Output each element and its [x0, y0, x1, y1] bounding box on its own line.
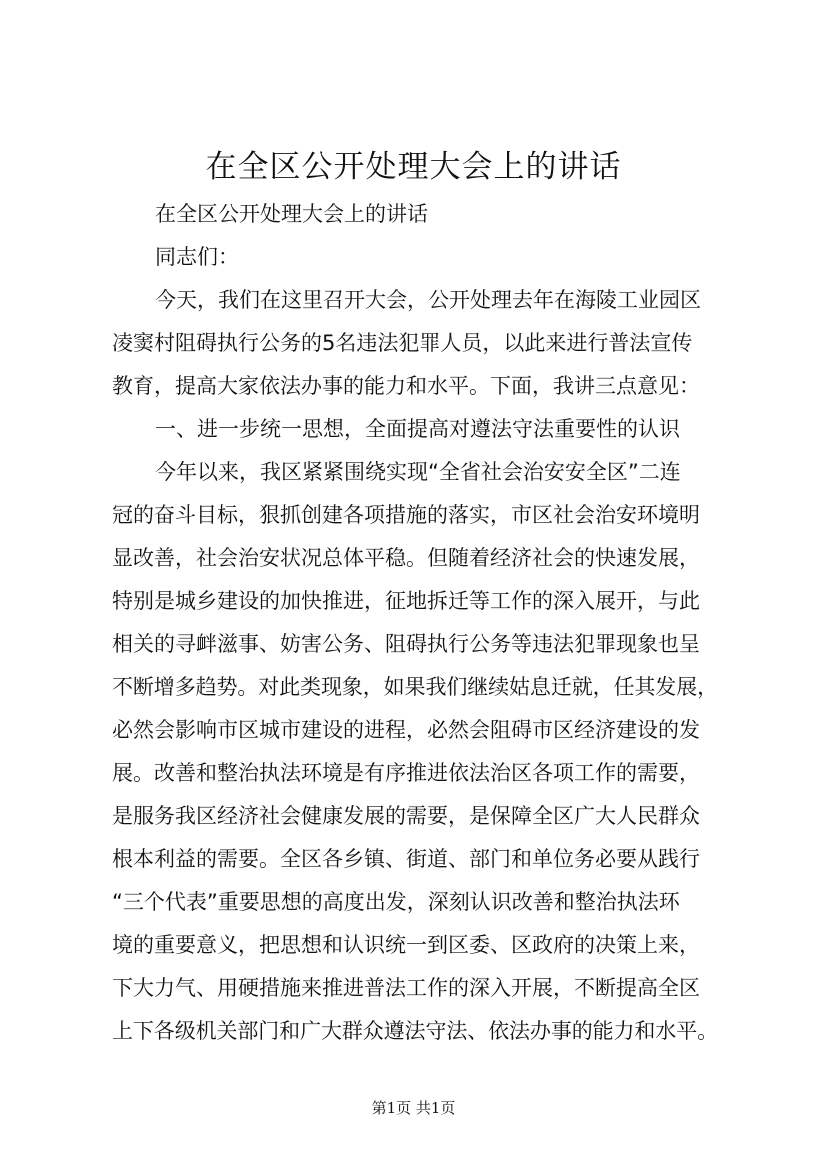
- paragraph-line: 展。改善和整治执法环境是有序推进依法治区各项工作的需要，: [112, 761, 700, 785]
- paragraph-line: 特别是城乡建设的加快推进，征地拆迁等工作的深入展开，与此: [112, 589, 700, 613]
- paragraph-line: 凌窦村阻碍执行公务的5名违法犯罪人员，以此来进行普法宣传: [112, 331, 693, 355]
- section-heading: 一、进一步统一思想，全面提高对遵法守法重要性的认识: [155, 417, 680, 441]
- paragraph-line: 是服务我区经济社会健康发展的需要，是保障全区广大人民群众: [112, 804, 700, 828]
- paragraph-line: 教育，提高大家依法办事的能力和水平。下面，我讲三点意见：: [112, 374, 700, 398]
- paragraph-line: 冠的奋斗目标，狠抓创建各项措施的落实，市区社会治安环境明: [112, 503, 700, 527]
- page-footer: 第1页 共1页: [371, 1099, 456, 1117]
- paragraph-line: 相关的寻衅滋事、妨害公务、阻碍执行公务等违法犯罪现象也呈: [112, 632, 700, 656]
- paragraph-line: “三个代表”重要思想的高度出发，深刻认识改善和整治执法环: [112, 890, 680, 914]
- paragraph-line: 不断增多趋势。对此类现象，如果我们继续姑息迁就，任其发展，: [112, 675, 718, 699]
- paragraph-line: 上下各级机关部门和广大群众遵法守法、依法办事的能力和水平。: [112, 1019, 718, 1043]
- paragraph-line: 必然会影响市区城市建设的进程，必然会阻碍市区经济建设的发: [112, 718, 700, 742]
- paragraph-line: 今年以来，我区紧紧围绕实现“全省社会治安安全区”二连: [155, 460, 681, 484]
- paragraph-line: 下大力气、用硬措施来推进普法工作的深入开展，不断提高全区: [112, 976, 700, 1000]
- paragraph-line: 根本利益的需要。全区各乡镇、街道、部门和单位务必要从践行: [112, 847, 700, 871]
- salutation-line: 同志们：: [155, 245, 239, 269]
- paragraph-line: 显改善，社会治安状况总体平稳。但随着经济社会的快速发展，: [112, 546, 700, 570]
- paragraph-line: 境的重要意义，把思想和认识统一到区委、区政府的决策上来，: [112, 933, 700, 957]
- subtitle-line: 在全区公开处理大会上的讲话: [155, 202, 428, 226]
- paragraph-line: 今天，我们在这里召开大会，公开处理去年在海陵工业园区: [155, 288, 701, 312]
- document-title: 在全区公开处理大会上的讲话: [205, 149, 622, 185]
